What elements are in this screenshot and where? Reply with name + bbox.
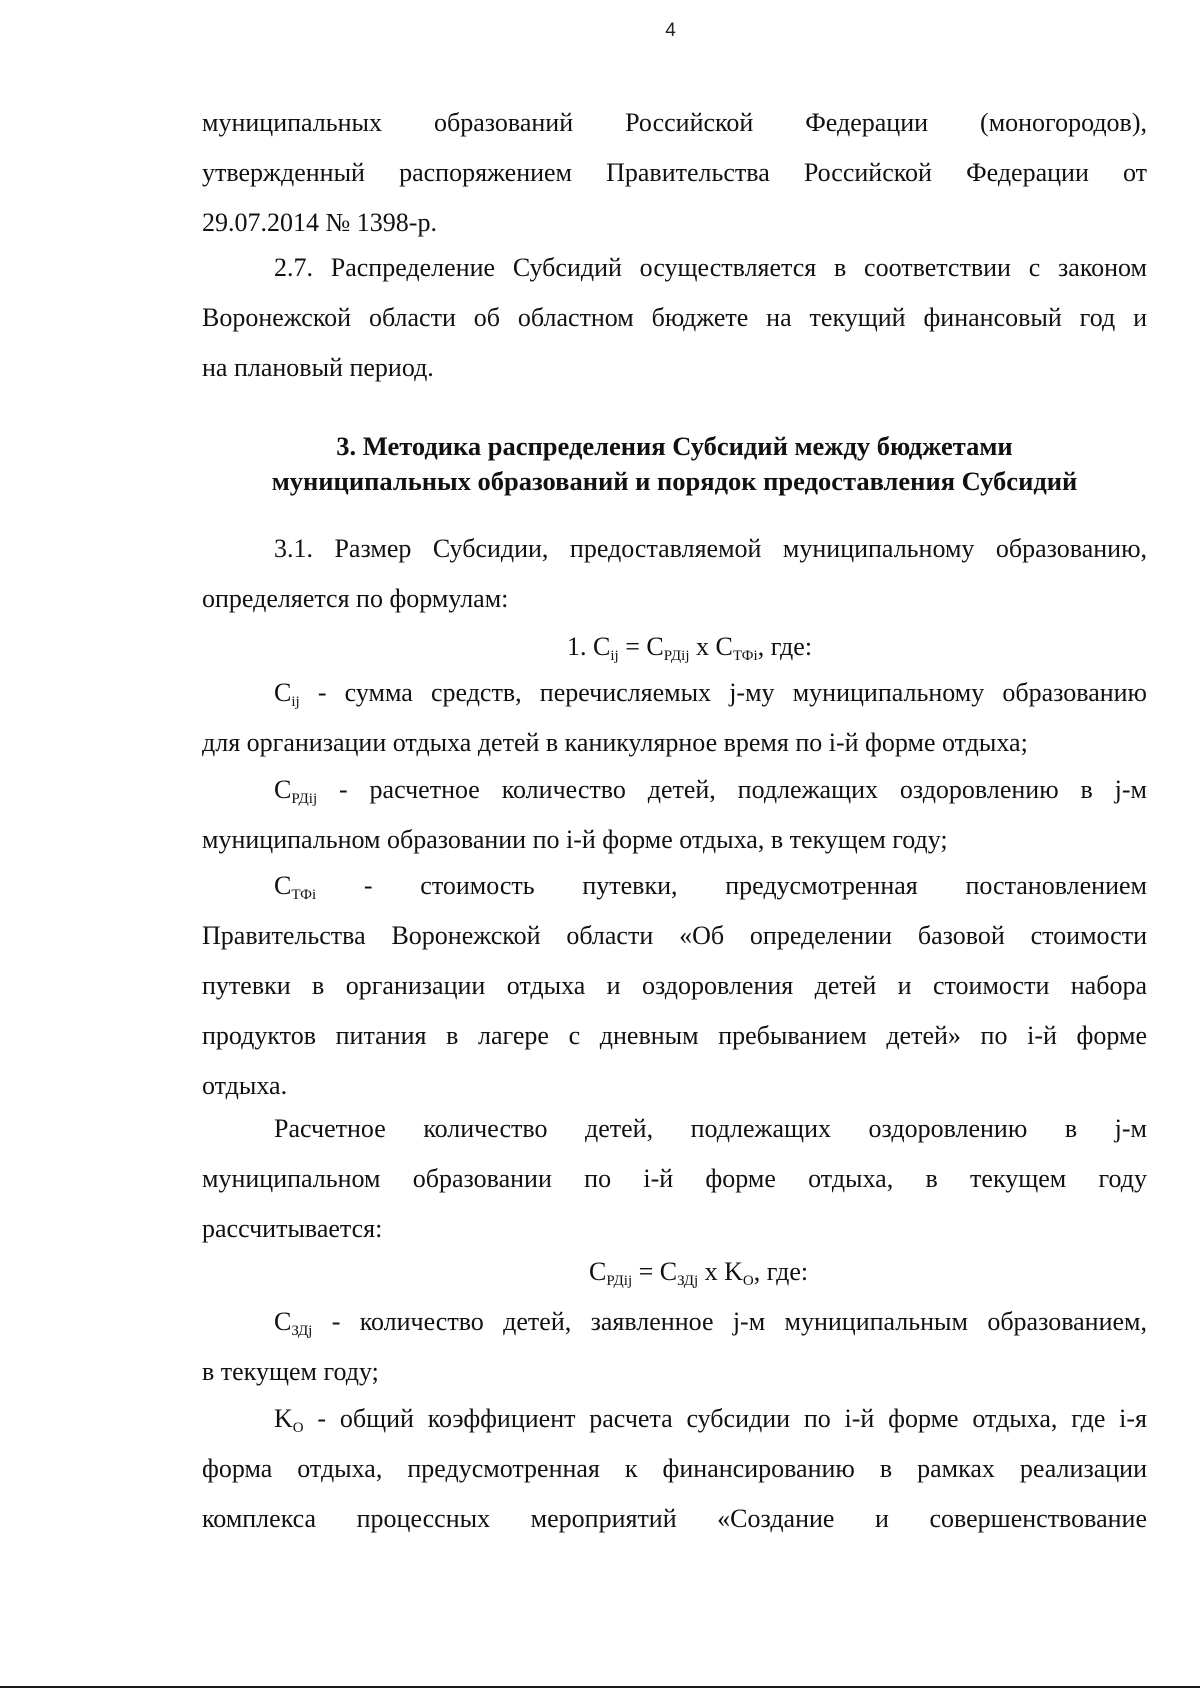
text-line: для организации отдыха детей в каникулярное время по i-й форме отдыха; bbox=[202, 728, 1028, 757]
symbol-subscript: ТФi bbox=[291, 887, 317, 903]
formula-text: x C bbox=[689, 632, 733, 661]
text-line bbox=[202, 861, 1147, 911]
symbol-subscript: ЗДj bbox=[291, 1323, 313, 1339]
text-line bbox=[202, 1297, 1147, 1347]
text-line: форма отдыха, предусмотренная к финансированию в рамках реализации bbox=[202, 1454, 1147, 1483]
formula-text: 1. C bbox=[567, 632, 611, 661]
definition-ctf bbox=[202, 861, 1147, 1111]
symbol-subscript: O bbox=[292, 1420, 304, 1436]
text-line bbox=[202, 668, 1147, 718]
symbol: C bbox=[274, 871, 292, 900]
text-line: рассчитывается: bbox=[202, 1214, 383, 1243]
text-line: в текущем году; bbox=[202, 1357, 379, 1386]
text-line: муниципальном образовании по i-й форме отдыха, в текущем году; bbox=[202, 825, 948, 854]
text-line: продуктов питания в лагере с дневным пребыванием детей» по i-й форме bbox=[202, 1021, 1147, 1050]
text-line: муниципальных образований Российской Федерации (моногородов), bbox=[202, 108, 1147, 137]
text-line: утвержденный распоряжением Правительства Российской Федерации от bbox=[202, 158, 1147, 187]
symbol: K bbox=[274, 1404, 293, 1433]
text-line: комплекса процессных мероприятий «Создание и совершенствование bbox=[202, 1504, 1147, 1533]
page-number: 4 bbox=[665, 20, 676, 41]
symbol-subscript: ij bbox=[291, 694, 300, 710]
symbol: C bbox=[274, 1307, 292, 1336]
formula-subscript: ТФi bbox=[732, 648, 758, 664]
paragraph-monotowns bbox=[202, 98, 1147, 248]
text-fragment: - общий коэффициент расчета субсидии по i-й форме отдыха, где i-я bbox=[303, 1404, 1147, 1433]
text-fragment: - количество детей, заявленное j-м муниципальным образованием, bbox=[312, 1307, 1147, 1336]
section-heading bbox=[202, 429, 1147, 499]
paragraph-calc-count bbox=[202, 1104, 1147, 1254]
symbol-subscript: РДij bbox=[291, 791, 318, 807]
definition-cij bbox=[202, 668, 1147, 768]
text-line: путевки в организации отдыха и оздоровления детей и стоимости набора bbox=[202, 971, 1147, 1000]
text-line: Воронежской области об областном бюджете на текущий финансовый год и bbox=[202, 303, 1147, 332]
formula-text: C bbox=[589, 1257, 607, 1286]
text-line bbox=[202, 1394, 1147, 1444]
definition-ko bbox=[202, 1394, 1147, 1544]
text-line: 3.1. Размер Субсидии, предоставляемой муниципальному образованию, bbox=[274, 534, 1147, 563]
heading-line: 3. Методика распределения Субсидий между бюджетами bbox=[336, 431, 1013, 461]
text-line: Расчетное количество детей, подлежащих оздоровлению в j-м bbox=[274, 1114, 1147, 1143]
text-line bbox=[202, 765, 1147, 815]
text-line: на плановый период. bbox=[202, 353, 434, 382]
formula-subscript: ЗДj bbox=[677, 1273, 699, 1289]
symbol: C bbox=[274, 678, 292, 707]
text-fragment: - сумма средств, перечисляемых j-му муниципальному образованию bbox=[299, 678, 1147, 707]
formula-text: = C bbox=[618, 632, 664, 661]
formula-subscript: O bbox=[742, 1273, 754, 1289]
formula-text: = C bbox=[632, 1257, 678, 1286]
paragraph-2-7 bbox=[202, 243, 1147, 393]
definition-czd bbox=[202, 1297, 1147, 1397]
text-fragment: - расчетное количество детей, подлежащих оздоровлению в j-м bbox=[317, 775, 1147, 804]
formula-subscript: ij bbox=[610, 648, 619, 664]
text-line: Правительства Воронежской области «Об определении базовой стоимости bbox=[202, 921, 1147, 950]
heading-line: муниципальных образований и порядок предоставления Субсидий bbox=[271, 466, 1078, 496]
formula-text: , где: bbox=[757, 632, 813, 661]
text-line: муниципальном образовании по i-й форме отдыха, в текущем году bbox=[202, 1164, 1147, 1193]
formula-child-count bbox=[589, 1252, 808, 1292]
text-line: 29.07.2014 № 1398-р. bbox=[202, 208, 437, 237]
formula-subscript: РДij bbox=[663, 648, 690, 664]
definition-crd bbox=[202, 765, 1147, 865]
text-line: 2.7. Распределение Субсидий осуществляется в соответствии с законом bbox=[274, 253, 1147, 282]
formula-text: x K bbox=[698, 1257, 743, 1286]
text-line: отдыха. bbox=[202, 1071, 288, 1100]
paragraph-3-1 bbox=[202, 524, 1147, 624]
page-bottom-rule bbox=[0, 1686, 1200, 1688]
text-fragment: - стоимость путевки, предусмотренная постановлением bbox=[316, 871, 1147, 900]
symbol: C bbox=[274, 775, 292, 804]
formula-subscript: РДij bbox=[606, 1273, 633, 1289]
formula-subsidy bbox=[567, 627, 812, 667]
text-line: определяется по формулам: bbox=[202, 584, 509, 613]
formula-text: , где: bbox=[753, 1257, 809, 1286]
